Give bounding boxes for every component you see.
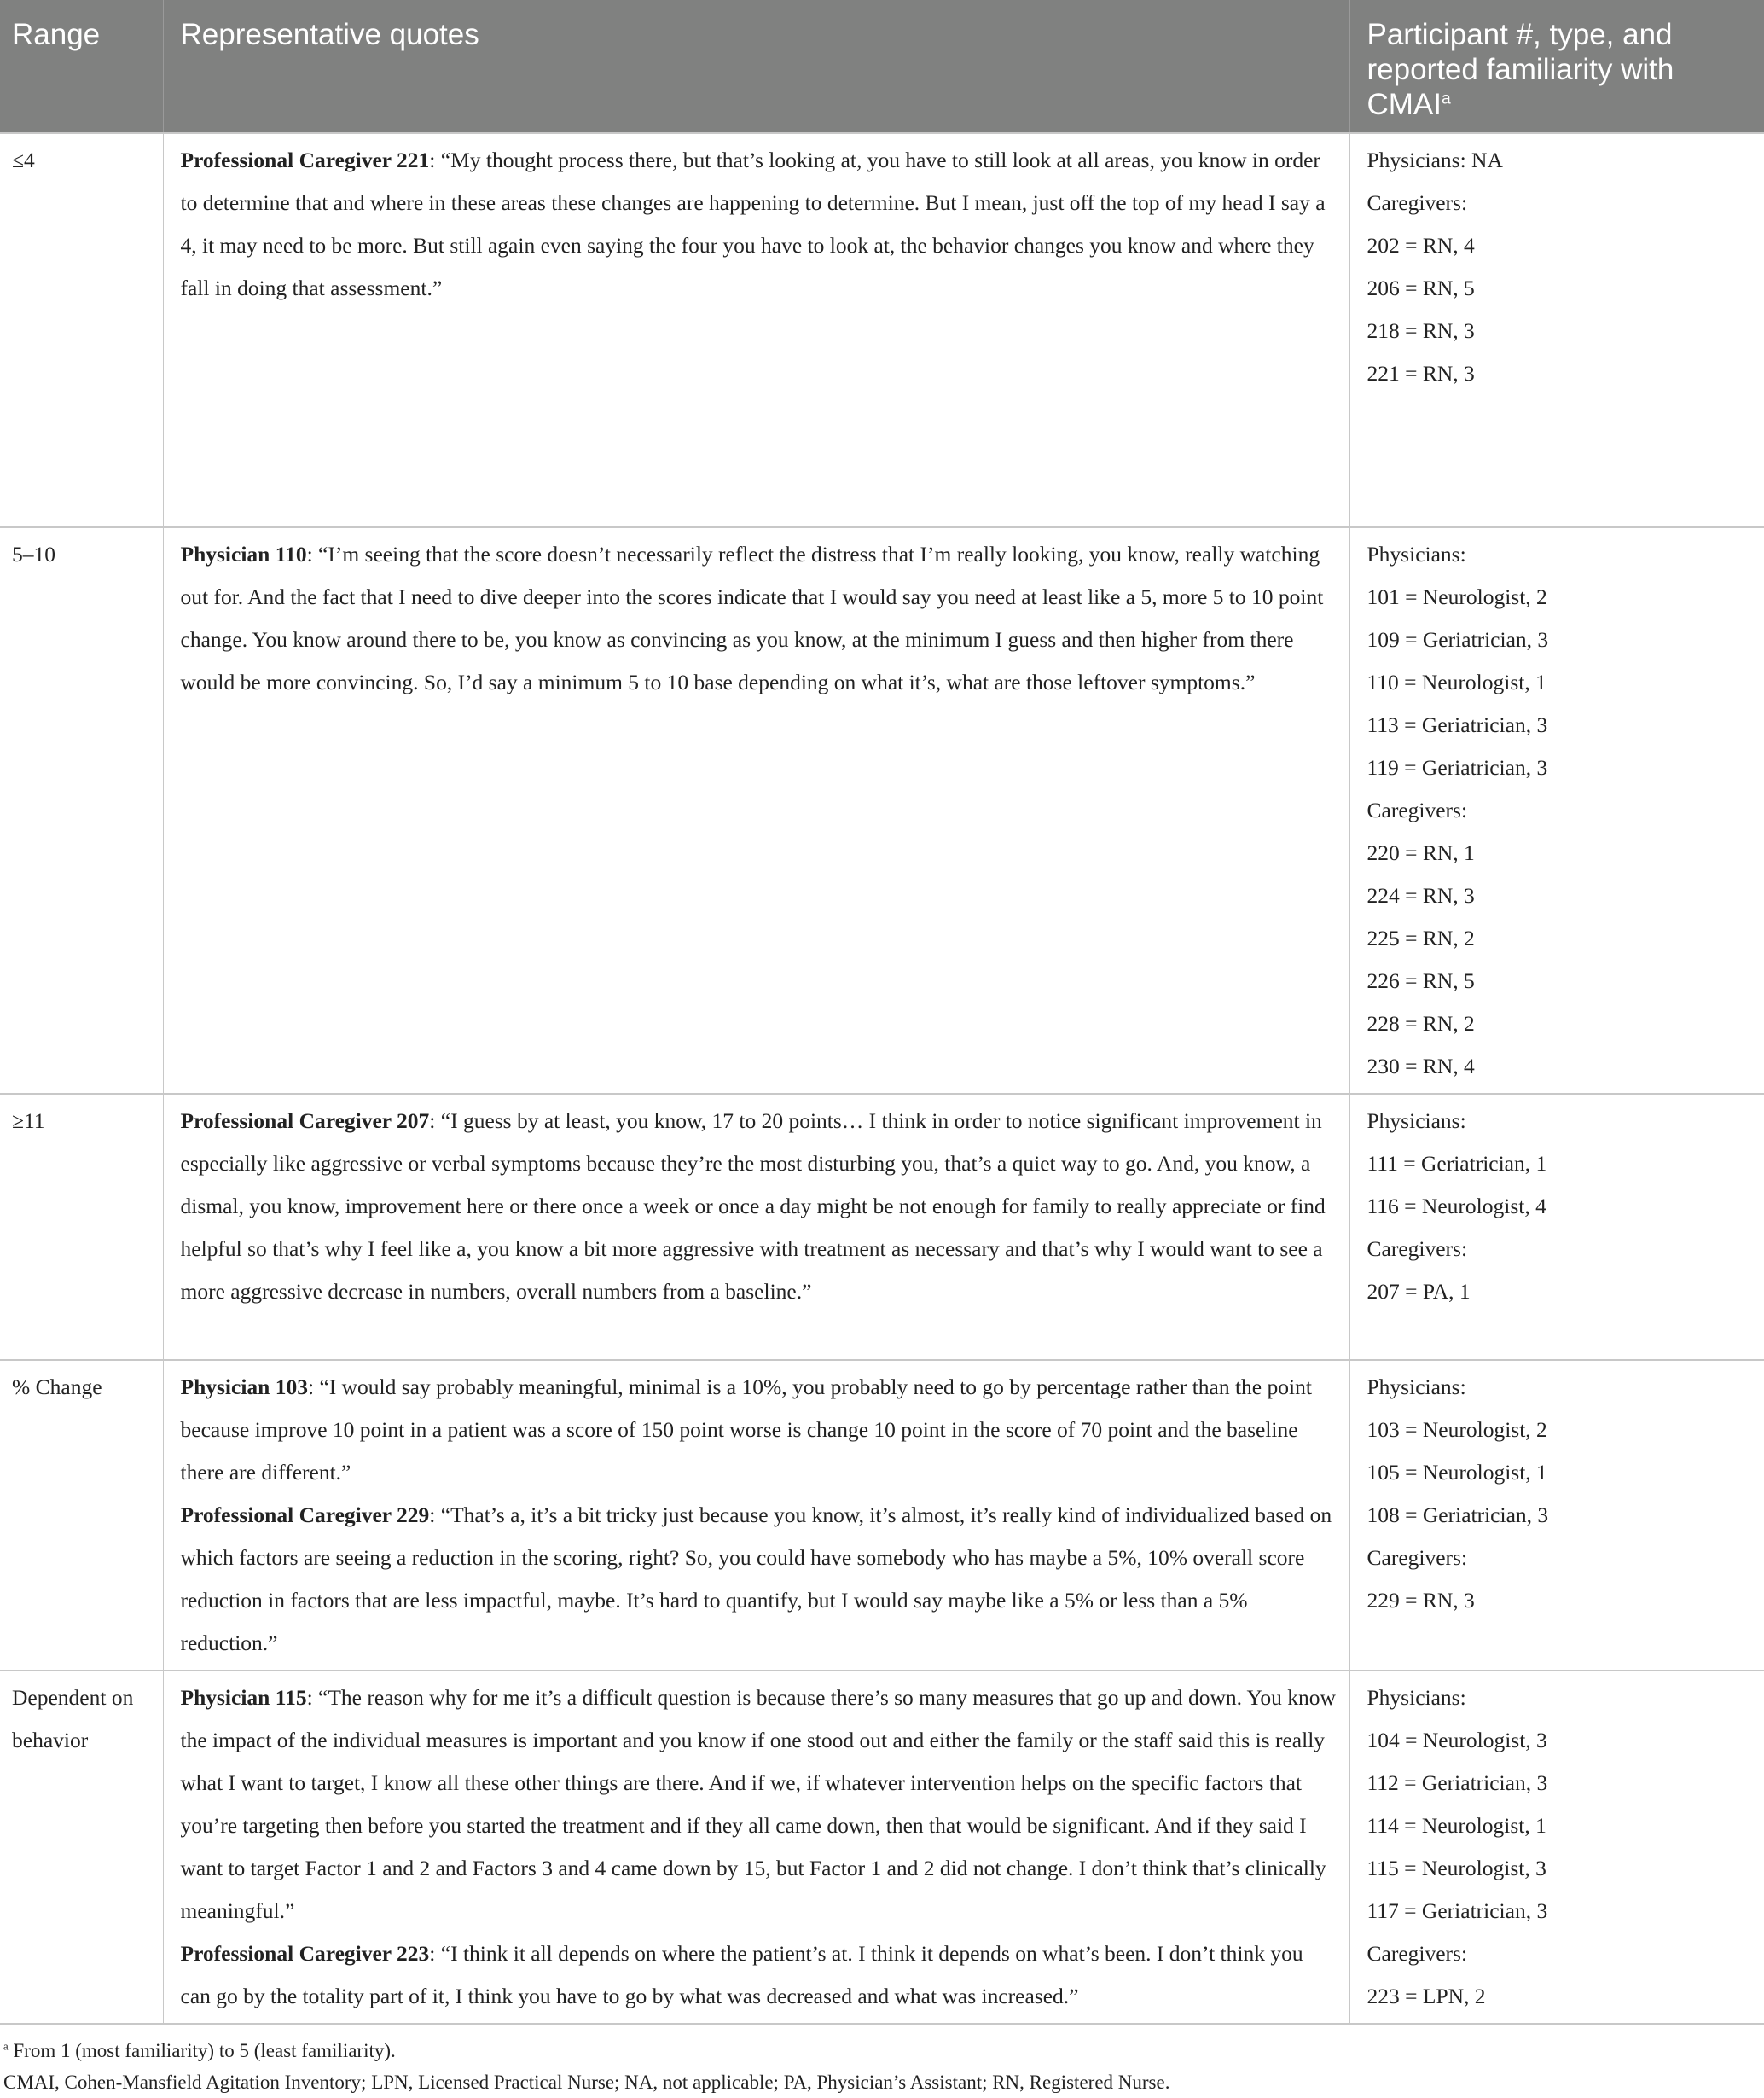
table-footnotes xyxy=(0,2025,1764,2098)
participant-entry: 207 = PA, 1 xyxy=(1367,1279,1471,1304)
participant-entry: 108 = Geriatrician, 3 xyxy=(1367,1502,1549,1527)
quote-text: : “I’m seeing that the score doesn’t necessarily reflect the distress that I’m really looking, you know, really watching out for. And the fact that I need to dive deeper into the scores indicate that I would say you need at least like a 5, more 5 to 10 point change. You know around there to be, you know as convincing as you know, at the minimum I guess and then higher from there would be more convincing. So, I’d say a minimum 5 to 10 base depending on what it’s, what are those leftover symptoms.” xyxy=(180,542,1324,694)
participant-entry: 109 = Geriatrician, 3 xyxy=(1367,627,1549,652)
participant-entry: 228 = RN, 2 xyxy=(1367,1011,1475,1036)
header-participants-label: Participant #, type, and reported familiarity with CMAI xyxy=(1367,18,1674,121)
quote-text: : “I guess by at least, you know, 17 to 20 points… I think in order to notice significant improvement in especially like aggressive or verbal symptoms because they’re the most disturbing you, that’s a quiet way to go. And, you know, a dismal, you know, improvement here or there once a week or once a day might be not enough for family to really appreciate or find helpful so that’s why I feel like a, you know a bit more aggressive with treatment as necessary and that’s why I would want to see a more aggressive decrease in numbers, overall numbers from a baseline.” xyxy=(180,1108,1326,1304)
quote xyxy=(181,139,1338,310)
footnote-abbreviations: CMAI, Cohen-Mansfield Agitation Inventory; LPN, Licensed Practical Nurse; NA, not applicable; PA, Physician’s Assistant; RN, Registered Nurse. xyxy=(3,2072,1170,2093)
header-quotes: Representative quotes xyxy=(163,0,1349,133)
table-row xyxy=(0,1094,1764,1360)
participant-entry: 115 = Neurologist, 3 xyxy=(1367,1856,1546,1880)
participant-entry: 117 = Geriatrician, 3 xyxy=(1367,1898,1548,1923)
participants-cell xyxy=(1349,1671,1764,2024)
participant-entry: Physicians: NA xyxy=(1367,148,1503,172)
participants-cell xyxy=(1349,1094,1764,1360)
participant-entry: 224 = RN, 3 xyxy=(1367,883,1475,908)
header-participants xyxy=(1349,0,1764,133)
participant-entry: Physicians: xyxy=(1367,1108,1466,1133)
participant-entry: Caregivers: xyxy=(1367,190,1468,215)
participant-entry: 220 = RN, 1 xyxy=(1367,840,1475,865)
range-cell: Dependent on behavior xyxy=(0,1671,163,2024)
participants-cell xyxy=(1349,527,1764,1094)
participant-entry: 230 = RN, 4 xyxy=(1367,1054,1475,1078)
participant-entry: 104 = Neurologist, 3 xyxy=(1367,1728,1547,1752)
participant-entry: 111 = Geriatrician, 1 xyxy=(1367,1151,1547,1176)
quote-speaker: Professional Caregiver 229 xyxy=(180,1502,430,1527)
participant-entry: 229 = RN, 3 xyxy=(1367,1588,1475,1613)
participant-entry: 114 = Neurologist, 1 xyxy=(1367,1813,1546,1838)
participant-entry: 101 = Neurologist, 2 xyxy=(1367,584,1547,609)
quote xyxy=(181,1677,1338,1932)
header-range: Range xyxy=(0,0,163,133)
participant-entry: Caregivers: xyxy=(1367,1941,1468,1966)
participant-entry: Caregivers: xyxy=(1367,798,1468,822)
participant-entry: Caregivers: xyxy=(1367,1236,1468,1261)
quote-text: : “I think it all depends on where the patient’s at. I think it depends on what’s been. I don’t think you can go by the totality part of it, I think you have to go by what was decreased and what was increased.” xyxy=(180,1941,1303,2008)
range-cell: ≥11 xyxy=(0,1094,163,1360)
quote xyxy=(181,533,1338,704)
quote xyxy=(181,1494,1338,1665)
table-row xyxy=(0,133,1764,527)
footnote-mark: a xyxy=(3,2040,9,2053)
participant-entry: 221 = RN, 3 xyxy=(1367,361,1475,386)
quotes-cell xyxy=(163,133,1349,527)
participant-entry: 110 = Neurologist, 1 xyxy=(1367,670,1546,694)
quote-speaker: Professional Caregiver 207 xyxy=(180,1108,430,1133)
quote-text: : “The reason why for me it’s a difficult question is because there’s so many measures that go up and down. You know the impact of the individual measures is important and you know if one stood out and either the family or the staff said this is really what I want to target, I know all these other things are there. And if we, if whatever intervention helps on the specific factors that you’re targeting then before you started the treatment and if they all came down, then that would be significant. And if they said I want to target Factor 1 and 2 and Factors 3 and 4 came down by 15, but Factor 1 and 2 did not change. I don’t think that’s clinically meaningful.” xyxy=(180,1685,1336,1923)
quote-speaker: Physician 115 xyxy=(180,1685,307,1710)
quote-speaker: Professional Caregiver 221 xyxy=(180,148,430,172)
participant-entry: 202 = RN, 4 xyxy=(1367,233,1475,258)
range-cell: % Change xyxy=(0,1360,163,1671)
quote-speaker: Physician 110 xyxy=(180,542,307,567)
footnote-a xyxy=(3,2035,1764,2066)
participant-entry: 103 = Neurologist, 2 xyxy=(1367,1417,1547,1442)
quotes-cell xyxy=(163,527,1349,1094)
range-cell: ≤4 xyxy=(0,133,163,527)
table-row xyxy=(0,1671,1764,2024)
quote xyxy=(181,1932,1338,2018)
footnote-marker: a xyxy=(1442,90,1451,108)
quotes-cell xyxy=(163,1360,1349,1671)
quote-speaker: Professional Caregiver 223 xyxy=(180,1941,430,1966)
quote-speaker: Physician 103 xyxy=(180,1374,308,1399)
quotes-cell xyxy=(163,1671,1349,2024)
footnote-a-text: From 1 (most familiarity) to 5 (least familiarity). xyxy=(13,2040,396,2061)
quote-text: : “My thought process there, but that’s looking at, you have to still look at all areas, you know in order to determine that and where in these areas these changes are happening to determine. But I mean, just off the top of my head I say a 4, it may need to be more. But still again even saying the four you have to look at, the behavior changes you know and where they fall in doing that assessment.” xyxy=(180,148,1326,300)
participant-entry: 226 = RN, 5 xyxy=(1367,968,1475,993)
participants-cell xyxy=(1349,1360,1764,1671)
quote xyxy=(181,1366,1338,1494)
table-row xyxy=(0,527,1764,1094)
participant-entry: Physicians: xyxy=(1367,1685,1466,1710)
quotes-cell xyxy=(163,1094,1349,1360)
participant-entry: Caregivers: xyxy=(1367,1545,1468,1570)
quote-text: : “I would say probably meaningful, minimal is a 10%, you probably need to go by percentage rather than the point because improve 10 point in a patient was a score of 150 point worse is change 10 point in the score of 70 point and the baseline there are different.” xyxy=(180,1374,1312,1485)
participant-entry: 119 = Geriatrician, 3 xyxy=(1367,755,1548,780)
participant-entry: 225 = RN, 2 xyxy=(1367,926,1475,950)
participant-entry: 116 = Neurologist, 4 xyxy=(1367,1194,1546,1218)
participant-entry: 112 = Geriatrician, 3 xyxy=(1367,1770,1548,1795)
quote-text: : “That’s a, it’s a bit tricky just because you know, it’s almost, it’s really kind of individualized based on which factors are seeing a reduction in the scoring, right? So, you could have somebody who has maybe a 5%, 10% overall score reduction in factors that are less impactful, maybe. It’s hard to quantify, but I would say maybe like a 5% or less than a 5% reduction.” xyxy=(180,1502,1332,1655)
range-cell: 5–10 xyxy=(0,527,163,1094)
table-row xyxy=(0,1360,1764,1671)
participant-entry: Physicians: xyxy=(1367,542,1466,567)
participant-entry: 218 = RN, 3 xyxy=(1367,318,1475,343)
participant-entry: 113 = Geriatrician, 3 xyxy=(1367,712,1548,737)
quote xyxy=(181,1100,1338,1313)
participant-entry: 105 = Neurologist, 1 xyxy=(1367,1460,1547,1485)
table-header-row xyxy=(0,0,1764,133)
participant-entry: 223 = LPN, 2 xyxy=(1367,1984,1486,2008)
participants-cell xyxy=(1349,133,1764,527)
participant-entry: Physicians: xyxy=(1367,1374,1466,1399)
participant-entry: 206 = RN, 5 xyxy=(1367,276,1475,300)
